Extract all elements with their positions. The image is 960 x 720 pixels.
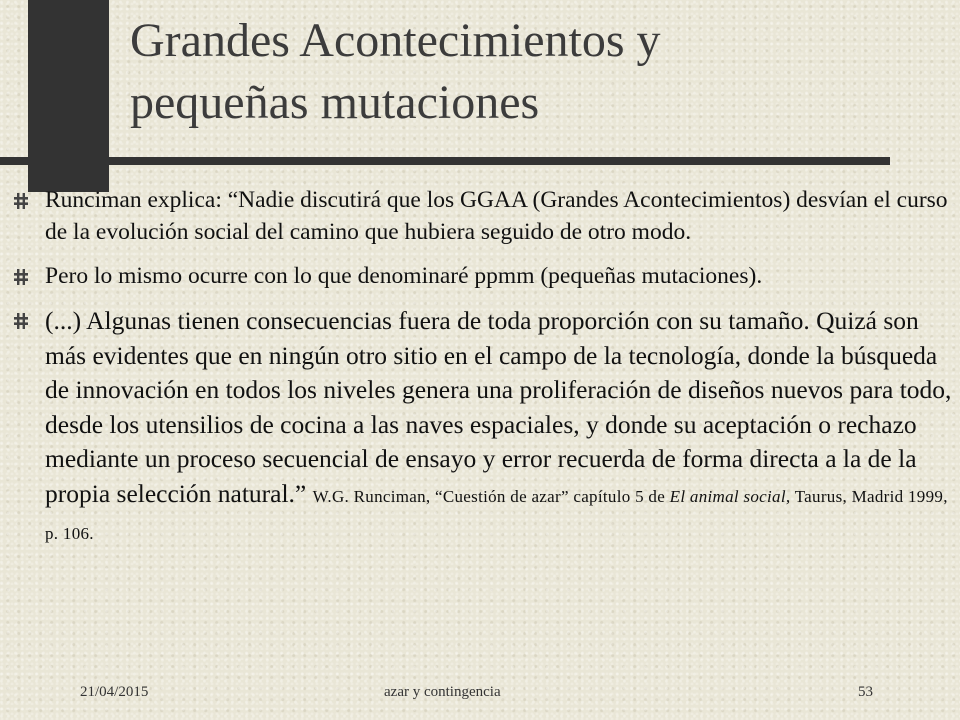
footer-date: 21/04/2015 [80, 684, 149, 700]
bullet-list [10, 184, 955, 564]
page-number: 53 [858, 684, 873, 700]
hash-bullet-icon [14, 193, 28, 209]
bullet-text: Runciman explica: “Nadie discutirá que los GGAA (Grandes Acontecimientos) desvían el curso de la evolución social del camino que hubiera seguido de otro modo. [45, 187, 948, 245]
bullet-item-3 [10, 304, 955, 552]
citation-suffix: Taurus, Madrid 1999, p. 106. [45, 486, 948, 543]
citation-prefix: W.G. Runciman, “Cuestión de azar” capítulo 5 de [312, 486, 666, 506]
citation-book-title: El animal social, [669, 486, 791, 506]
bullet-item-1 [10, 184, 955, 248]
slide-title [130, 10, 930, 134]
title-line-2: pequeñas mutaciones [130, 76, 540, 129]
title-line-1: Grandes Acontecimientos y [130, 14, 661, 67]
bullet-text: Pero lo mismo ocurre con lo que denominaré ppmm (pequeñas mutaciones). [45, 263, 763, 289]
hash-bullet-icon [14, 313, 28, 329]
bullet-text: (...) Algunas tienen consecuencias fuera de toda proporción con su tamaño. Quizá son más evidentes que en ningún otro sitio en el campo de la tecnología, donde la búsqueda de innovación en todos los niveles genera una proliferación de diseños nuevos para todo, desde los utensilios de cocina a las naves espaciales, y donde su aceptación o rechazo mediante un proceso secuencial de ensayo y error recuerda de forma directa a la de la propia selección natural.” [45, 306, 952, 508]
bullet-item-2 [10, 260, 955, 292]
footer-center-text: azar y contingencia [384, 684, 501, 700]
decorative-horizontal-bar [0, 157, 890, 165]
hash-bullet-icon [14, 269, 28, 285]
